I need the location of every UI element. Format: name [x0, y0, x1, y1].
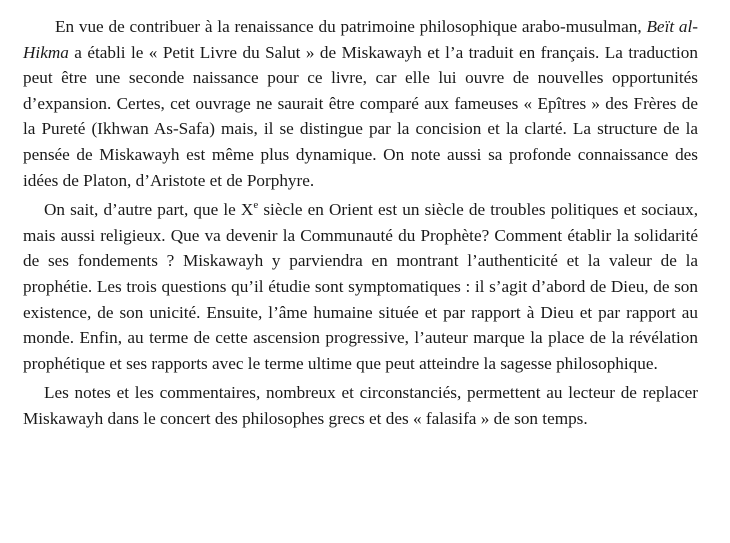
- paragraph-context: [23, 197, 698, 376]
- paragraph-intro: [23, 14, 698, 193]
- superscript: e: [253, 199, 259, 212]
- document-body: [23, 14, 698, 432]
- paragraph-text: siècle en Orient est un siècle de troubles politiques et sociaux, mais aussi religieux. Que va devenir la Communauté du Prophète? Comment établir la solidarité de ses fondements ? Miskawayh y parviendra en montrant l’authenticité et la valeur de la prophétie. Les trois questions qu’il étudie sont symptomatiques : il s’agit d’abord de Dieu, de son existence, de son unicité. Ensuite, l’âme humaine située et par rapport à Dieu et par rapport au monde. Enfin, au terme de cette ascension progressive, l’auteur marque la place de la révélation prophétique et ses rapports avec le terme ultime que peut atteindre la sagesse philosophique.: [23, 200, 698, 373]
- paragraph-text: Les notes et les commentaires, nombreux et circonstanciés, permettent au lecteur de replacer Miskawayh dans le concert des philosophes grecs et des « falasifa » de son temps.: [23, 383, 698, 428]
- paragraph-text: a établi le « Petit Livre du Salut » de Miskawayh et l’a traduit en français. La traduction peut être une seconde naissance pour ce livre, car elle lui ouvre de nouvelles opportunités d’expansion. Certes, cet ouvrage ne saurait être comparé aux fameuses « Epîtres » des Frères de la Pureté (Ikhwan As-Safa) mais, il se distingue par la concision et la clarté. La structure de la pensée de Miskawayh est même plus dynamique. On note aussi sa profonde connaissance des idées de Platon, d’Aristote et de Porphyre.: [23, 42, 698, 190]
- paragraph-notes: [23, 380, 698, 431]
- italic-title: Beït al-Hikma: [23, 17, 698, 62]
- paragraph-text: On sait, d’autre part, que le X: [44, 200, 254, 220]
- paragraph-text: En vue de contribuer à la renaissance du patrimoine philosophique arabo-musulman,: [55, 17, 647, 36]
